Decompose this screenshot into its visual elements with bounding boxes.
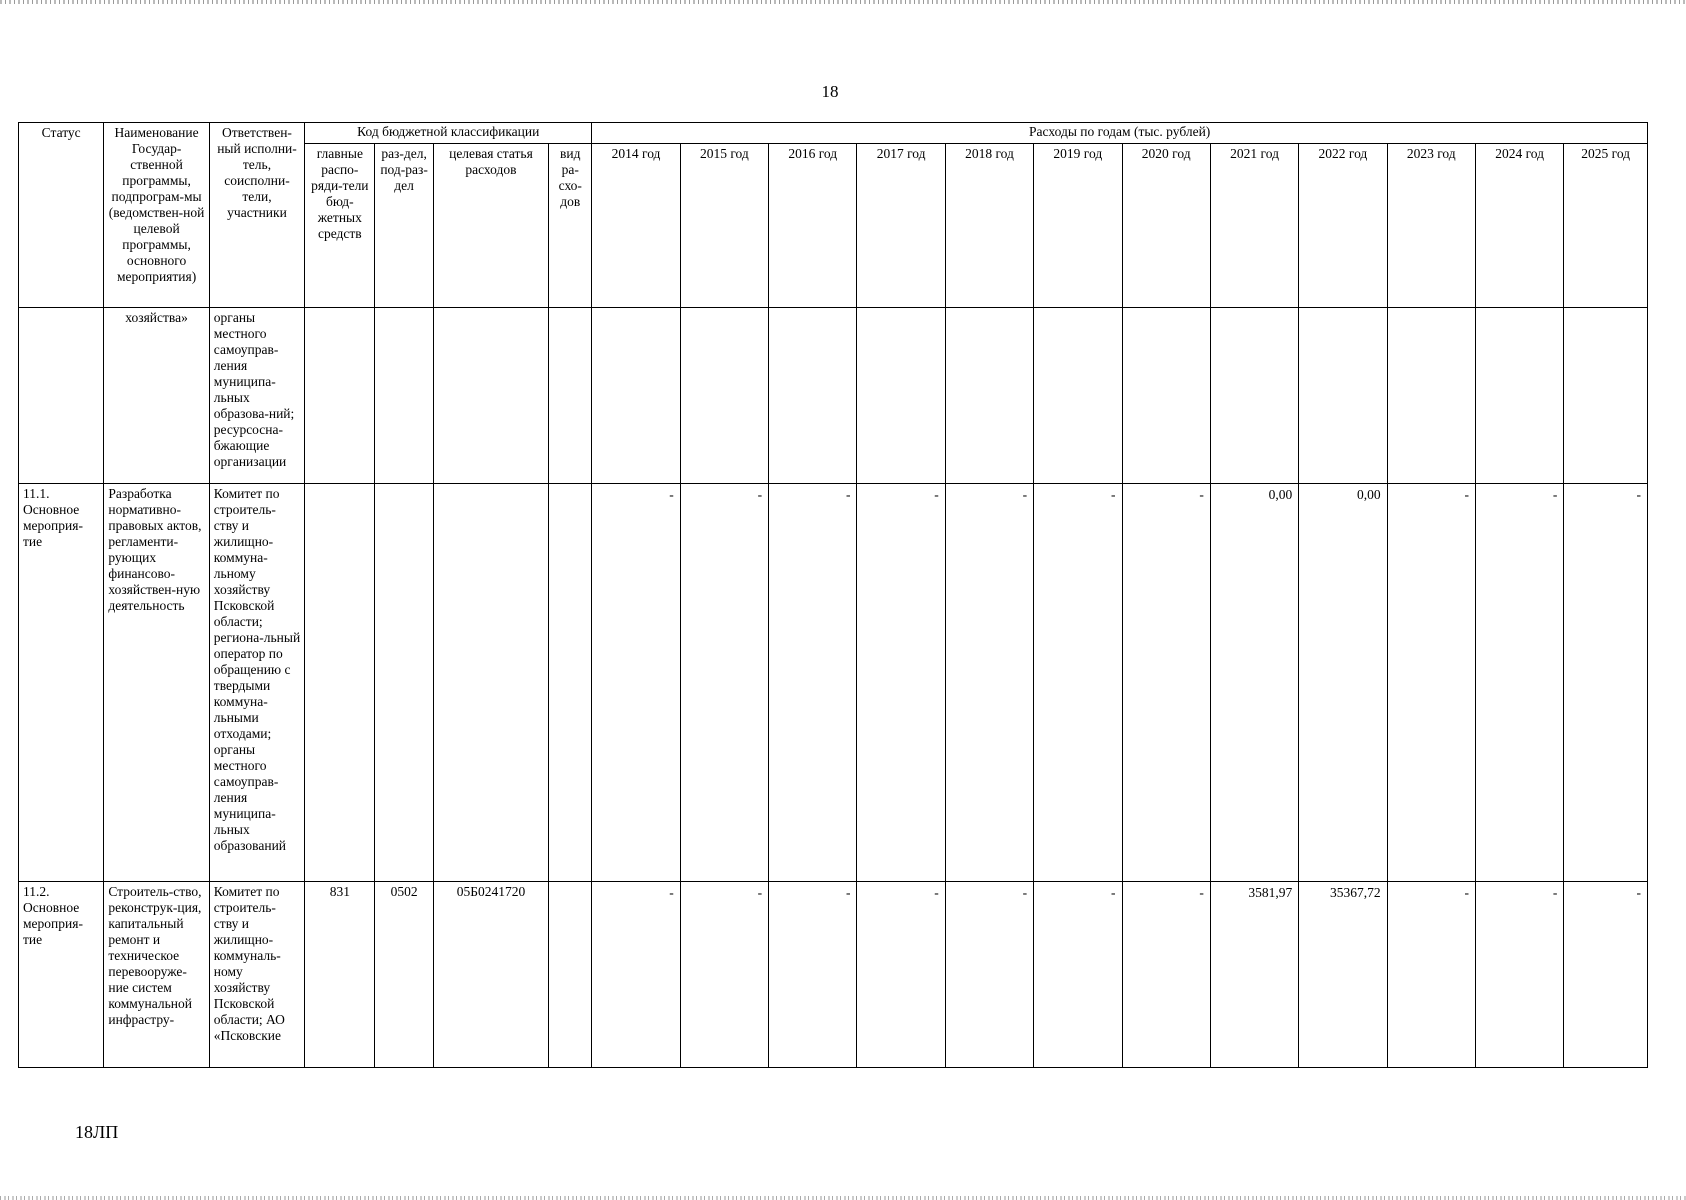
cell-status: 11.2. Основное мероприя-тие — [19, 882, 104, 1068]
header-name: Наименование Государ-ственной программы, подпрограм-мы (ведомствен-ной целевой программы, основного мероприятия) — [104, 123, 209, 308]
table-row-continuation — [19, 308, 1648, 484]
cell-target: 05Б0241720 — [433, 882, 548, 1068]
cell-value — [1299, 308, 1387, 484]
header-row-1 — [19, 123, 1648, 144]
header-year: 2018 год — [945, 144, 1033, 308]
scan-edge-top — [0, 0, 1686, 4]
page-number: 18 — [821, 82, 839, 101]
cell-value: 0,00 — [1299, 484, 1387, 882]
cell-grbs — [305, 484, 375, 882]
cell-value: - — [1475, 484, 1563, 882]
cell-value: - — [1564, 484, 1648, 882]
table-row-11-1 — [19, 484, 1648, 882]
cell-value: 3581,97 — [1210, 882, 1298, 1068]
cell-target — [433, 484, 548, 882]
cell-section — [375, 308, 433, 484]
cell-value — [592, 308, 680, 484]
cell-target — [433, 308, 548, 484]
cell-value — [857, 308, 945, 484]
cell-grbs: 831 — [305, 882, 375, 1068]
cell-responsible: Комитет по строитель-ству и жилищно-коммуна-льному хозяйству Псковской области; региона-льный оператор по обращению с твердыми коммуна-льными отходами; органы местного самоуправ-ления муниципа-льных образований — [209, 484, 304, 882]
header-year: 2023 год — [1387, 144, 1475, 308]
cell-kind — [549, 882, 592, 1068]
header-year: 2021 год — [1210, 144, 1298, 308]
cell-value: - — [592, 882, 680, 1068]
cell-kind — [549, 484, 592, 882]
cell-value: - — [1387, 484, 1475, 882]
cell-value: - — [1122, 484, 1210, 882]
cell-value — [1564, 308, 1648, 484]
cell-name: Разработка нормативно-правовых актов, регламенти-рующих финансово-хозяйствен-ную деятельность — [104, 484, 209, 882]
cell-kind — [549, 308, 592, 484]
cell-grbs — [305, 308, 375, 484]
cell-name: Строитель-ство, реконструк-ция, капитальный ремонт и техническое перевооруже-ние систем коммунальной инфрастру- — [104, 882, 209, 1068]
cell-value — [1387, 308, 1475, 484]
header-year: 2017 год — [857, 144, 945, 308]
cell-value — [1122, 308, 1210, 484]
cell-value: - — [1475, 882, 1563, 1068]
cell-value: - — [1034, 484, 1122, 882]
cell-status: 11.1. Основное мероприя-тие — [19, 484, 104, 882]
cell-section — [375, 484, 433, 882]
header-status: Статус — [19, 123, 104, 308]
cell-value — [1475, 308, 1563, 484]
header-year: 2024 год — [1475, 144, 1563, 308]
cell-value: 0,00 — [1210, 484, 1298, 882]
footer-code: 18ЛП — [75, 1122, 119, 1142]
cell-section: 0502 — [375, 882, 433, 1068]
cell-responsible: Комитет по строитель-ству и жилищно-коммуналь-ному хозяйству Псковской области; АО «Псковские — [209, 882, 304, 1068]
cell-value: - — [680, 882, 768, 1068]
header-year: 2025 год — [1564, 144, 1648, 308]
header-budget-code-group: Код бюджетной классификации — [305, 123, 592, 144]
cell-name: хозяйства» — [104, 308, 209, 484]
header-year: 2016 год — [769, 144, 857, 308]
header-target: целевая статья расходов — [433, 144, 548, 308]
cell-value: 35367,72 — [1299, 882, 1387, 1068]
cell-value: - — [680, 484, 768, 882]
cell-value: - — [769, 882, 857, 1068]
header-year: 2022 год — [1299, 144, 1387, 308]
cell-value: - — [945, 484, 1033, 882]
header-grbs: главные распо-ряди-тели бюд-жетных средств — [305, 144, 375, 308]
cell-value — [1210, 308, 1298, 484]
cell-value: - — [1387, 882, 1475, 1068]
scan-edge-bottom — [0, 1196, 1686, 1200]
cell-value — [945, 308, 1033, 484]
cell-value — [1034, 308, 1122, 484]
header-expenses-group: Расходы по годам (тыс. рублей) — [592, 123, 1648, 144]
budget-table — [18, 122, 1648, 1068]
cell-value: - — [857, 484, 945, 882]
cell-value: - — [945, 882, 1033, 1068]
header-year: 2020 год — [1122, 144, 1210, 308]
cell-value: - — [1564, 882, 1648, 1068]
cell-value: - — [1034, 882, 1122, 1068]
cell-value — [769, 308, 857, 484]
cell-value: - — [1122, 882, 1210, 1068]
cell-value: - — [769, 484, 857, 882]
header-kind: вид ра-схо-дов — [549, 144, 592, 308]
table-row-11-2 — [19, 882, 1648, 1068]
cell-responsible: органы местного самоуправ-ления муниципа-льных образова-ний; ресурсосна-бжающие организации — [209, 308, 304, 484]
header-year: 2014 год — [592, 144, 680, 308]
header-year: 2015 год — [680, 144, 768, 308]
header-year: 2019 год — [1034, 144, 1122, 308]
header-responsible: Ответствен-ный исполни-тель, соисполни-тели, участники — [209, 123, 304, 308]
header-section: раз-дел, под-раз-дел — [375, 144, 433, 308]
cell-value — [680, 308, 768, 484]
cell-value: - — [857, 882, 945, 1068]
cell-value: - — [592, 484, 680, 882]
cell-status — [19, 308, 104, 484]
